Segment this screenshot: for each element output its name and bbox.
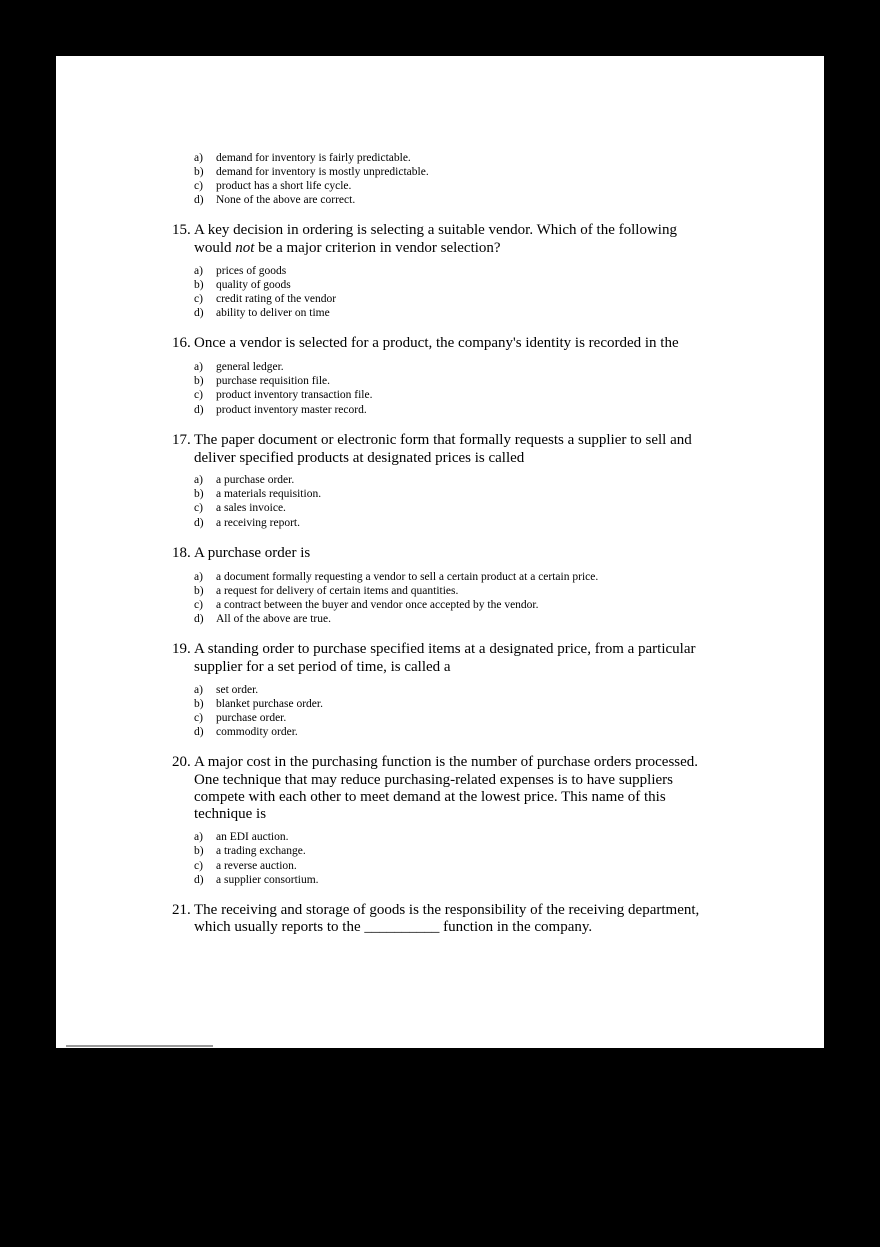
question-text: A standing order to purchase specified items at a designated price, from a particular [194,641,696,657]
question-text: supplier for a set period of time, is called a [194,659,451,675]
option-letter: c) [194,599,203,611]
option-text: set order. [216,684,259,696]
option-text: product has a short life cycle. [216,180,352,192]
question-text: One technique that may reduce purchasing-related expenses is to have suppliers [194,772,673,788]
option-letter: a) [194,571,203,583]
option-text: prices of goods [216,265,287,277]
document-page [56,56,824,1048]
question-text: which usually reports to the __________ function in the company. [194,919,593,935]
option-letter: d) [194,726,204,738]
option-text: product inventory transaction file. [216,389,373,401]
question-text: technique is [194,806,267,822]
option-letter: d) [194,404,204,416]
option-text: blanket purchase order. [216,698,323,710]
option-letter: a) [194,152,203,164]
question-number: 20. [172,754,191,770]
option-letter: b) [194,845,204,857]
option-text: a receiving report. [216,517,300,529]
question-text [194,239,501,257]
option-letter: b) [194,488,204,500]
option-letter: b) [194,375,204,387]
footnote-separator [66,1045,213,1047]
option-letter: a) [194,474,203,486]
question-number: 16. [172,335,191,351]
question-text-part: would [194,240,236,256]
option-text: a document formally requesting a vendor to sell a certain product at a certain price. [216,571,599,583]
option-text: a sales invoice. [216,502,286,514]
option-letter: a) [194,684,203,696]
option-letter: b) [194,698,204,710]
question-number: 21. [172,902,191,918]
option-text: All of the above are true. [216,613,331,625]
question-number: 19. [172,641,191,657]
question-text: A purchase order is [194,545,311,561]
option-letter: d) [194,613,204,625]
option-letter: d) [194,874,204,886]
option-text: demand for inventory is fairly predictable. [216,152,411,164]
option-letter: a) [194,361,203,373]
option-letter: d) [194,517,204,529]
option-letter: b) [194,279,204,291]
option-text: None of the above are correct. [216,194,356,206]
option-letter: c) [194,712,203,724]
option-text: a materials requisition. [216,488,322,500]
question-number: 18. [172,545,191,561]
option-letter: a) [194,265,203,277]
option-text: credit rating of the vendor [216,293,337,305]
question-text: deliver specified products at designated prices is called [194,450,525,466]
option-letter: d) [194,307,204,319]
question-text: A major cost in the purchasing function is the number of purchase orders processed. [194,754,699,770]
option-letter: a) [194,831,203,843]
option-text: a contract between the buyer and vendor once accepted by the vendor. [216,599,539,611]
question-text: The paper document or electronic form that formally requests a supplier to sell and [194,432,692,448]
emphasis-not: not [235,240,255,256]
option-text: demand for inventory is mostly unpredictable. [216,166,429,178]
question-text: Once a vendor is selected for a product, the company's identity is recorded in the [194,335,679,351]
option-letter: c) [194,860,203,872]
question-number: 17. [172,432,191,448]
option-text: general ledger. [216,361,284,373]
option-text: ability to deliver on time [216,307,330,319]
option-text: a trading exchange. [216,845,306,857]
option-text: purchase requisition file. [216,375,331,387]
option-letter: c) [194,502,203,514]
option-letter: c) [194,389,203,401]
option-text: quality of goods [216,279,291,291]
option-text: a reverse auction. [216,860,297,872]
option-text: purchase order. [216,712,287,724]
option-text: product inventory master record. [216,404,367,416]
option-text: a purchase order. [216,474,295,486]
option-letter: b) [194,166,204,178]
question-number: 15. [172,222,191,238]
option-text: a supplier consortium. [216,874,319,886]
option-letter: d) [194,194,204,206]
option-text: an EDI auction. [216,831,289,843]
option-text: a request for delivery of certain items and quantities. [216,585,459,597]
option-text: commodity order. [216,726,298,738]
question-text-part: be a major criterion in vendor selection? [254,240,501,256]
question-text: compete with each other to meet demand at the lowest price. This name of this [194,789,666,805]
question-text: A key decision in ordering is selecting a suitable vendor. Which of the following [194,222,677,238]
option-letter: c) [194,180,203,192]
option-letter: c) [194,293,203,305]
question-text: The receiving and storage of goods is the responsibility of the receiving department, [194,902,700,918]
option-letter: b) [194,585,204,597]
